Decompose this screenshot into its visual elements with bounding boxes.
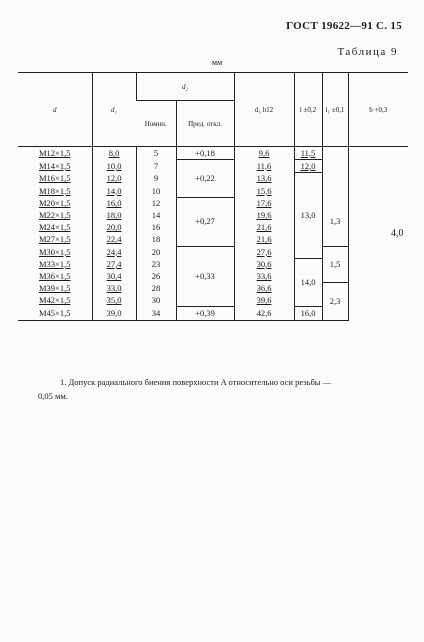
col-header-d3: d₃ h12	[234, 73, 294, 147]
cell-nominal: 7	[136, 160, 176, 173]
cell-nominal: 9	[136, 173, 176, 185]
cell-d3: 17,6	[234, 197, 294, 209]
cell-tolerance: +0,39	[176, 307, 234, 320]
cell-d: M33×1,5	[39, 258, 71, 269]
cell-d3: 21,6	[234, 222, 294, 234]
cell-d3: 42,6	[234, 307, 294, 320]
cell-d3: 36,6	[234, 283, 294, 295]
cell-d1: 8,0	[92, 147, 136, 160]
cell-d: M24×1,5	[39, 222, 71, 233]
cell-d1: 33,0	[92, 283, 136, 295]
cell-tolerance: +0,18	[176, 147, 234, 160]
cell-nominal: 14	[136, 209, 176, 221]
cell-d3: 30,6	[234, 258, 294, 270]
cell-d1: 35,0	[92, 295, 136, 307]
cell-l: 11,5	[294, 147, 322, 160]
cell-d: M42×1,5	[39, 295, 71, 306]
cell-d: M45×1,5	[18, 307, 92, 320]
col-header-d2-tolerance: Пред. откл.	[176, 101, 234, 147]
cell-d: M20×1,5	[39, 197, 71, 208]
col-header-l: l ±0,2	[294, 73, 322, 147]
cell-tolerance: +0,22	[176, 160, 234, 198]
footnote	[38, 375, 410, 403]
cell-d1: 39,0	[92, 307, 136, 320]
cell-d1: 24,4	[92, 246, 136, 258]
cell-nominal: 16	[136, 222, 176, 234]
cell-nominal: 28	[136, 283, 176, 295]
cell-b: 4,0	[348, 147, 408, 321]
cell-d1: 14,0	[92, 185, 136, 197]
cell-d1: 20,0	[92, 222, 136, 234]
cell-d1: 12,0	[92, 173, 136, 185]
cell-nominal: 34	[136, 307, 176, 320]
cell-nominal: 5	[136, 147, 176, 160]
cell-d1: 22,4	[92, 234, 136, 246]
cell-d3: 21,6	[234, 234, 294, 246]
cell-nominal: 26	[136, 270, 176, 282]
cell-d: M16×1,5	[39, 173, 71, 184]
col-header-d2-nominal: Номин.	[136, 101, 176, 147]
cell-d3: 11,6	[234, 160, 294, 173]
cell-d1: 10,0	[92, 160, 136, 173]
cell-d: M30×1,5	[39, 246, 71, 257]
cell-nominal: 10	[136, 185, 176, 197]
cell-d3: 33,6	[234, 270, 294, 282]
cell-d3: 19,6	[234, 209, 294, 221]
cell-d3: 15,6	[234, 185, 294, 197]
col-header-d: d	[18, 73, 92, 147]
cell-nominal: 20	[136, 246, 176, 258]
cell-d1: 27,4	[92, 258, 136, 270]
table-caption: Таблица 9	[337, 46, 398, 58]
cell-nominal: 23	[136, 258, 176, 270]
cell-nominal: 18	[136, 234, 176, 246]
cell-d: M39×1,5	[39, 283, 71, 294]
col-header-l1: l₁ ±0,1	[322, 73, 348, 147]
cell-nominal: 12	[136, 197, 176, 209]
cell-d3: 9,6	[234, 147, 294, 160]
cell-d3: 39,6	[234, 295, 294, 307]
cell-d1: 18,0	[92, 209, 136, 221]
cell-d: M36×1,5	[39, 270, 71, 281]
cell-l1: 1,5	[322, 246, 348, 283]
footnote-line-2: 0,05 мм.	[38, 391, 68, 401]
cell-l1-empty	[322, 147, 348, 198]
cell-l: 12,0	[294, 160, 322, 173]
cell-l: 13,0	[294, 173, 322, 258]
unit-label: мм	[212, 58, 223, 67]
cell-l1: 1,3	[322, 197, 348, 246]
cell-d: M14×1,5	[39, 160, 71, 171]
cell-tolerance: +0,33	[176, 246, 234, 307]
cell-l: 16,0	[294, 307, 322, 320]
cell-d1: 16,0	[92, 197, 136, 209]
cell-d1: 30,4	[92, 270, 136, 282]
col-header-d2: d₂	[136, 73, 234, 101]
dimensions-table	[18, 72, 408, 321]
cell-d: M27×1,5	[39, 234, 71, 245]
cell-d3: 13,6	[234, 173, 294, 185]
col-header-b: b +0,3	[348, 73, 408, 147]
cell-l: 14,0	[294, 258, 322, 307]
col-header-d1: d₁	[92, 73, 136, 147]
cell-nominal: 30	[136, 295, 176, 307]
cell-d: M22×1,5	[39, 210, 71, 221]
footnote-line-1: 1. Допуск радиального биения поверхности A относительно оси резьбы —	[60, 377, 332, 387]
cell-d3: 27,6	[234, 246, 294, 258]
page-reference: ГОСТ 19622—91 С. 15	[286, 20, 402, 32]
cell-d: M18×1,5	[39, 185, 71, 196]
cell-tolerance: +0,27	[176, 197, 234, 246]
cell-l1: 2,3	[322, 283, 348, 321]
cell-d: M12×1,5	[39, 147, 71, 158]
